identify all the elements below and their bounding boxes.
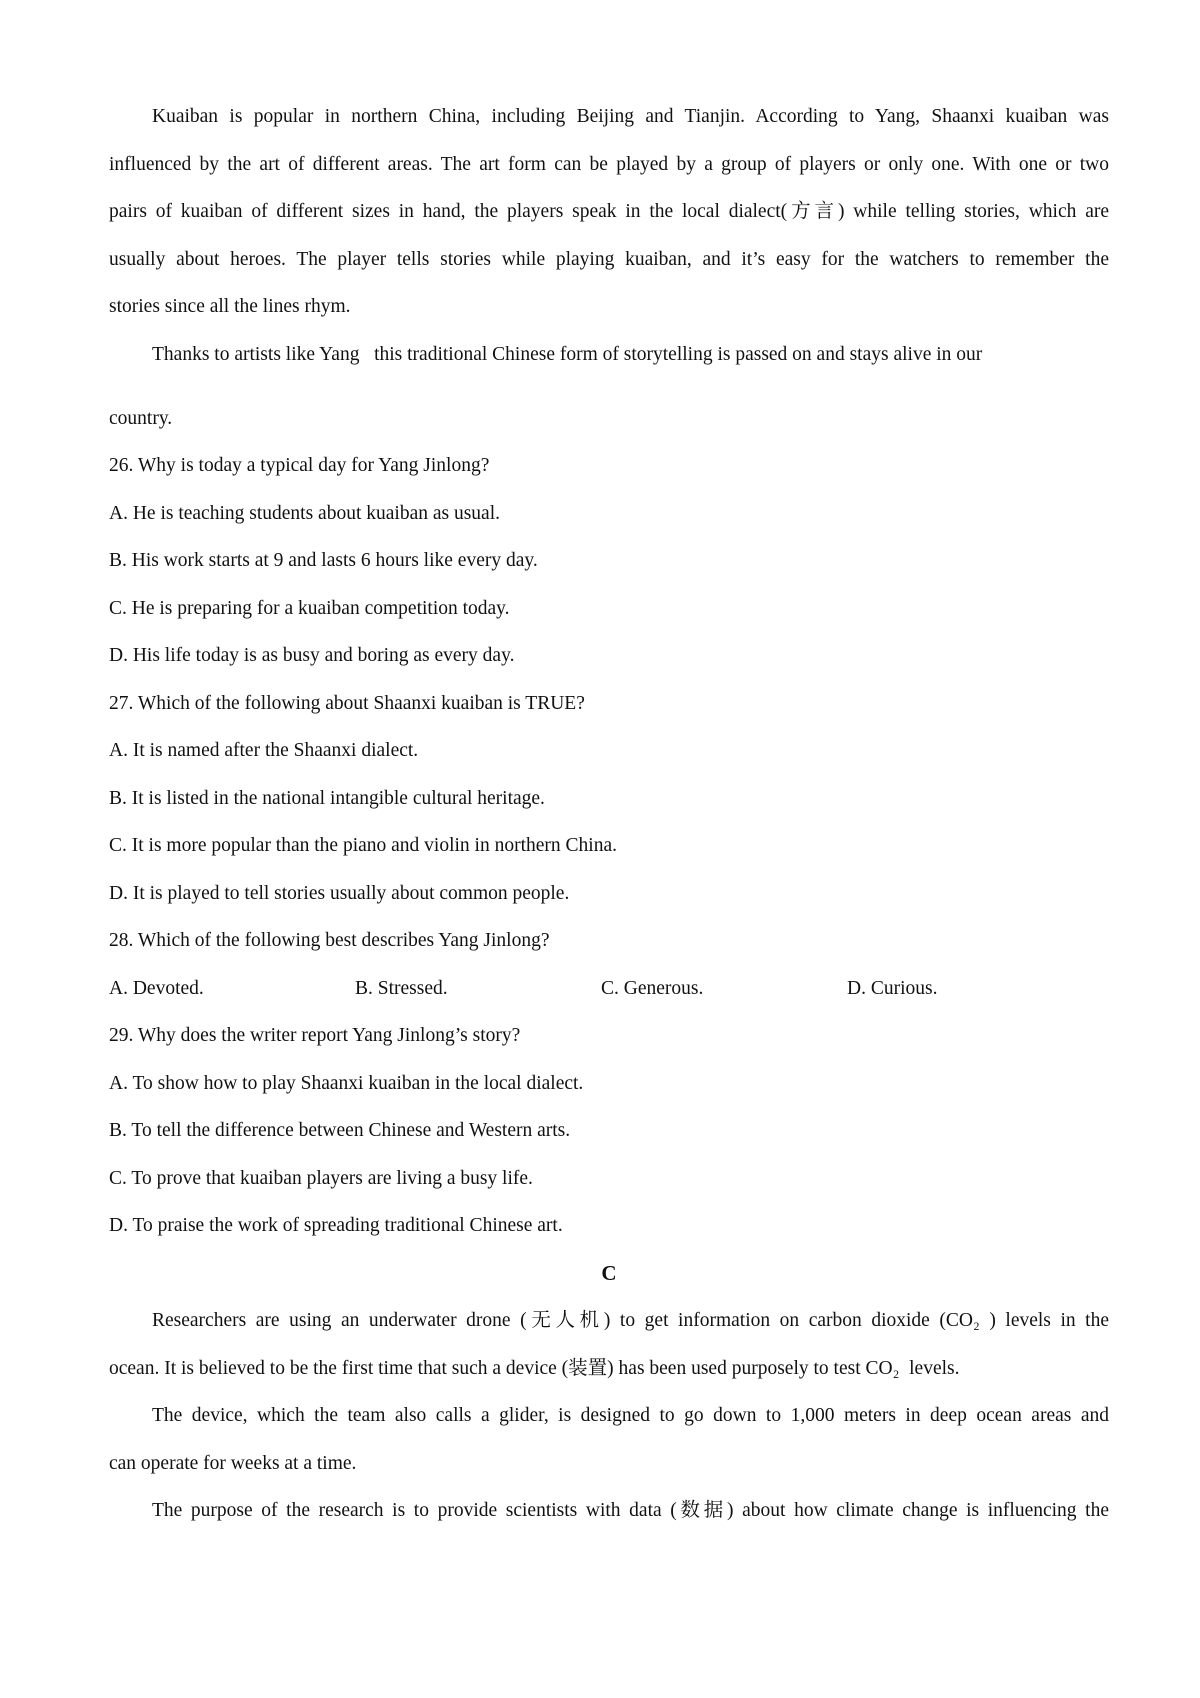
passage-c-paragraph-2 <box>109 1392 1109 1487</box>
option-a[interactable]: A. He is teaching students about kuaiban as usual. <box>109 502 500 524</box>
text-line: can operate for weeks at a time. <box>109 1452 357 1474</box>
passage-b-paragraph-2 <box>109 331 1109 443</box>
passage-c-paragraph-1 <box>109 1297 1109 1392</box>
option-a[interactable]: A. To show how to play Shaanxi kuaiban in the local dialect. <box>109 1072 584 1094</box>
option-d[interactable]: D. To praise the work of spreading traditional Chinese art. <box>109 1215 563 1236</box>
question-27 <box>109 680 1109 918</box>
text-line: Thanks to artists like Yang this traditional Chinese form of storytelling is passed on and stays alive in our <box>152 343 983 365</box>
text-line: The purpose of the research is to provide scientists with data (数据) about how climate change is influencing the <box>152 1500 1109 1521</box>
question-stem: 27. Which of the following about Shaanxi kuaiban is TRUE? <box>109 692 585 714</box>
option-b[interactable]: B. His work starts at 9 and lasts 6 hours like every day. <box>109 550 538 571</box>
text-line: Researchers are using an underwater drone (无人机) to get information on carbon dioxide (CO₂ ) levels in the <box>152 1310 1109 1331</box>
text-line: usually about heroes. The player tells stories while playing kuaiban, and it’s easy for the watchers to remember the <box>109 248 1109 270</box>
option-a[interactable]: A. Devoted. <box>109 977 204 999</box>
passage-b-paragraph-1 <box>109 93 1109 331</box>
text-line: influenced by the art of different areas. The art form can be played by a group of players or only one. With one or two <box>109 153 1109 175</box>
option-b[interactable]: B. It is listed in the national intangible cultural heritage. <box>109 787 545 809</box>
option-d[interactable]: D. Curious. <box>847 977 938 999</box>
text-line: The device, which the team also calls a glider, is designed to go down to 1,000 meters in deep ocean areas and <box>152 1405 1109 1426</box>
question-29 <box>109 1012 1109 1250</box>
option-d[interactable]: D. It is played to tell stories usually about common people. <box>109 882 570 904</box>
question-stem: 26. Why is today a typical day for Yang Jinlong? <box>109 455 490 476</box>
text-line: country. <box>109 407 173 429</box>
document-page <box>109 93 1109 1535</box>
section-title-c: C <box>601 1260 617 1285</box>
option-d[interactable]: D. His life today is as busy and boring as every day. <box>109 645 515 666</box>
question-28 <box>109 917 1109 1012</box>
text-line: Kuaiban is popular in northern China, including Beijing and Tianjin. According to Yang, Shaanxi kuaiban was <box>152 106 1109 127</box>
option-c[interactable]: C. To prove that kuaiban players are living a busy life. <box>109 1167 533 1189</box>
text-line: stories since all the lines rhym. <box>109 296 351 317</box>
text-line: ocean. It is believed to be the first time that such a device (装置) has been used purposely to test CO₂ levels. <box>109 1357 960 1379</box>
option-c[interactable]: C. It is more popular than the piano and violin in northern China. <box>109 835 617 856</box>
question-stem: 28. Which of the following best describes Yang Jinlong? <box>109 930 550 951</box>
option-c[interactable]: C. Generous. <box>601 977 704 999</box>
question-stem: 29. Why does the writer report Yang Jinlong’s story? <box>109 1025 521 1046</box>
option-a[interactable]: A. It is named after the Shaanxi dialect. <box>109 740 419 761</box>
option-b[interactable]: B. Stressed. <box>355 977 448 999</box>
option-b[interactable]: B. To tell the difference between Chinese and Western arts. <box>109 1120 571 1141</box>
option-c[interactable]: C. He is preparing for a kuaiban competition today. <box>109 597 510 619</box>
text-line: pairs of kuaiban of different sizes in hand, the players speak in the local dialect(方言) while telling stories, which are <box>109 201 1109 222</box>
question-26 <box>109 442 1109 680</box>
options-row <box>109 965 1109 1013</box>
passage-c-paragraph-3 <box>109 1487 1109 1535</box>
